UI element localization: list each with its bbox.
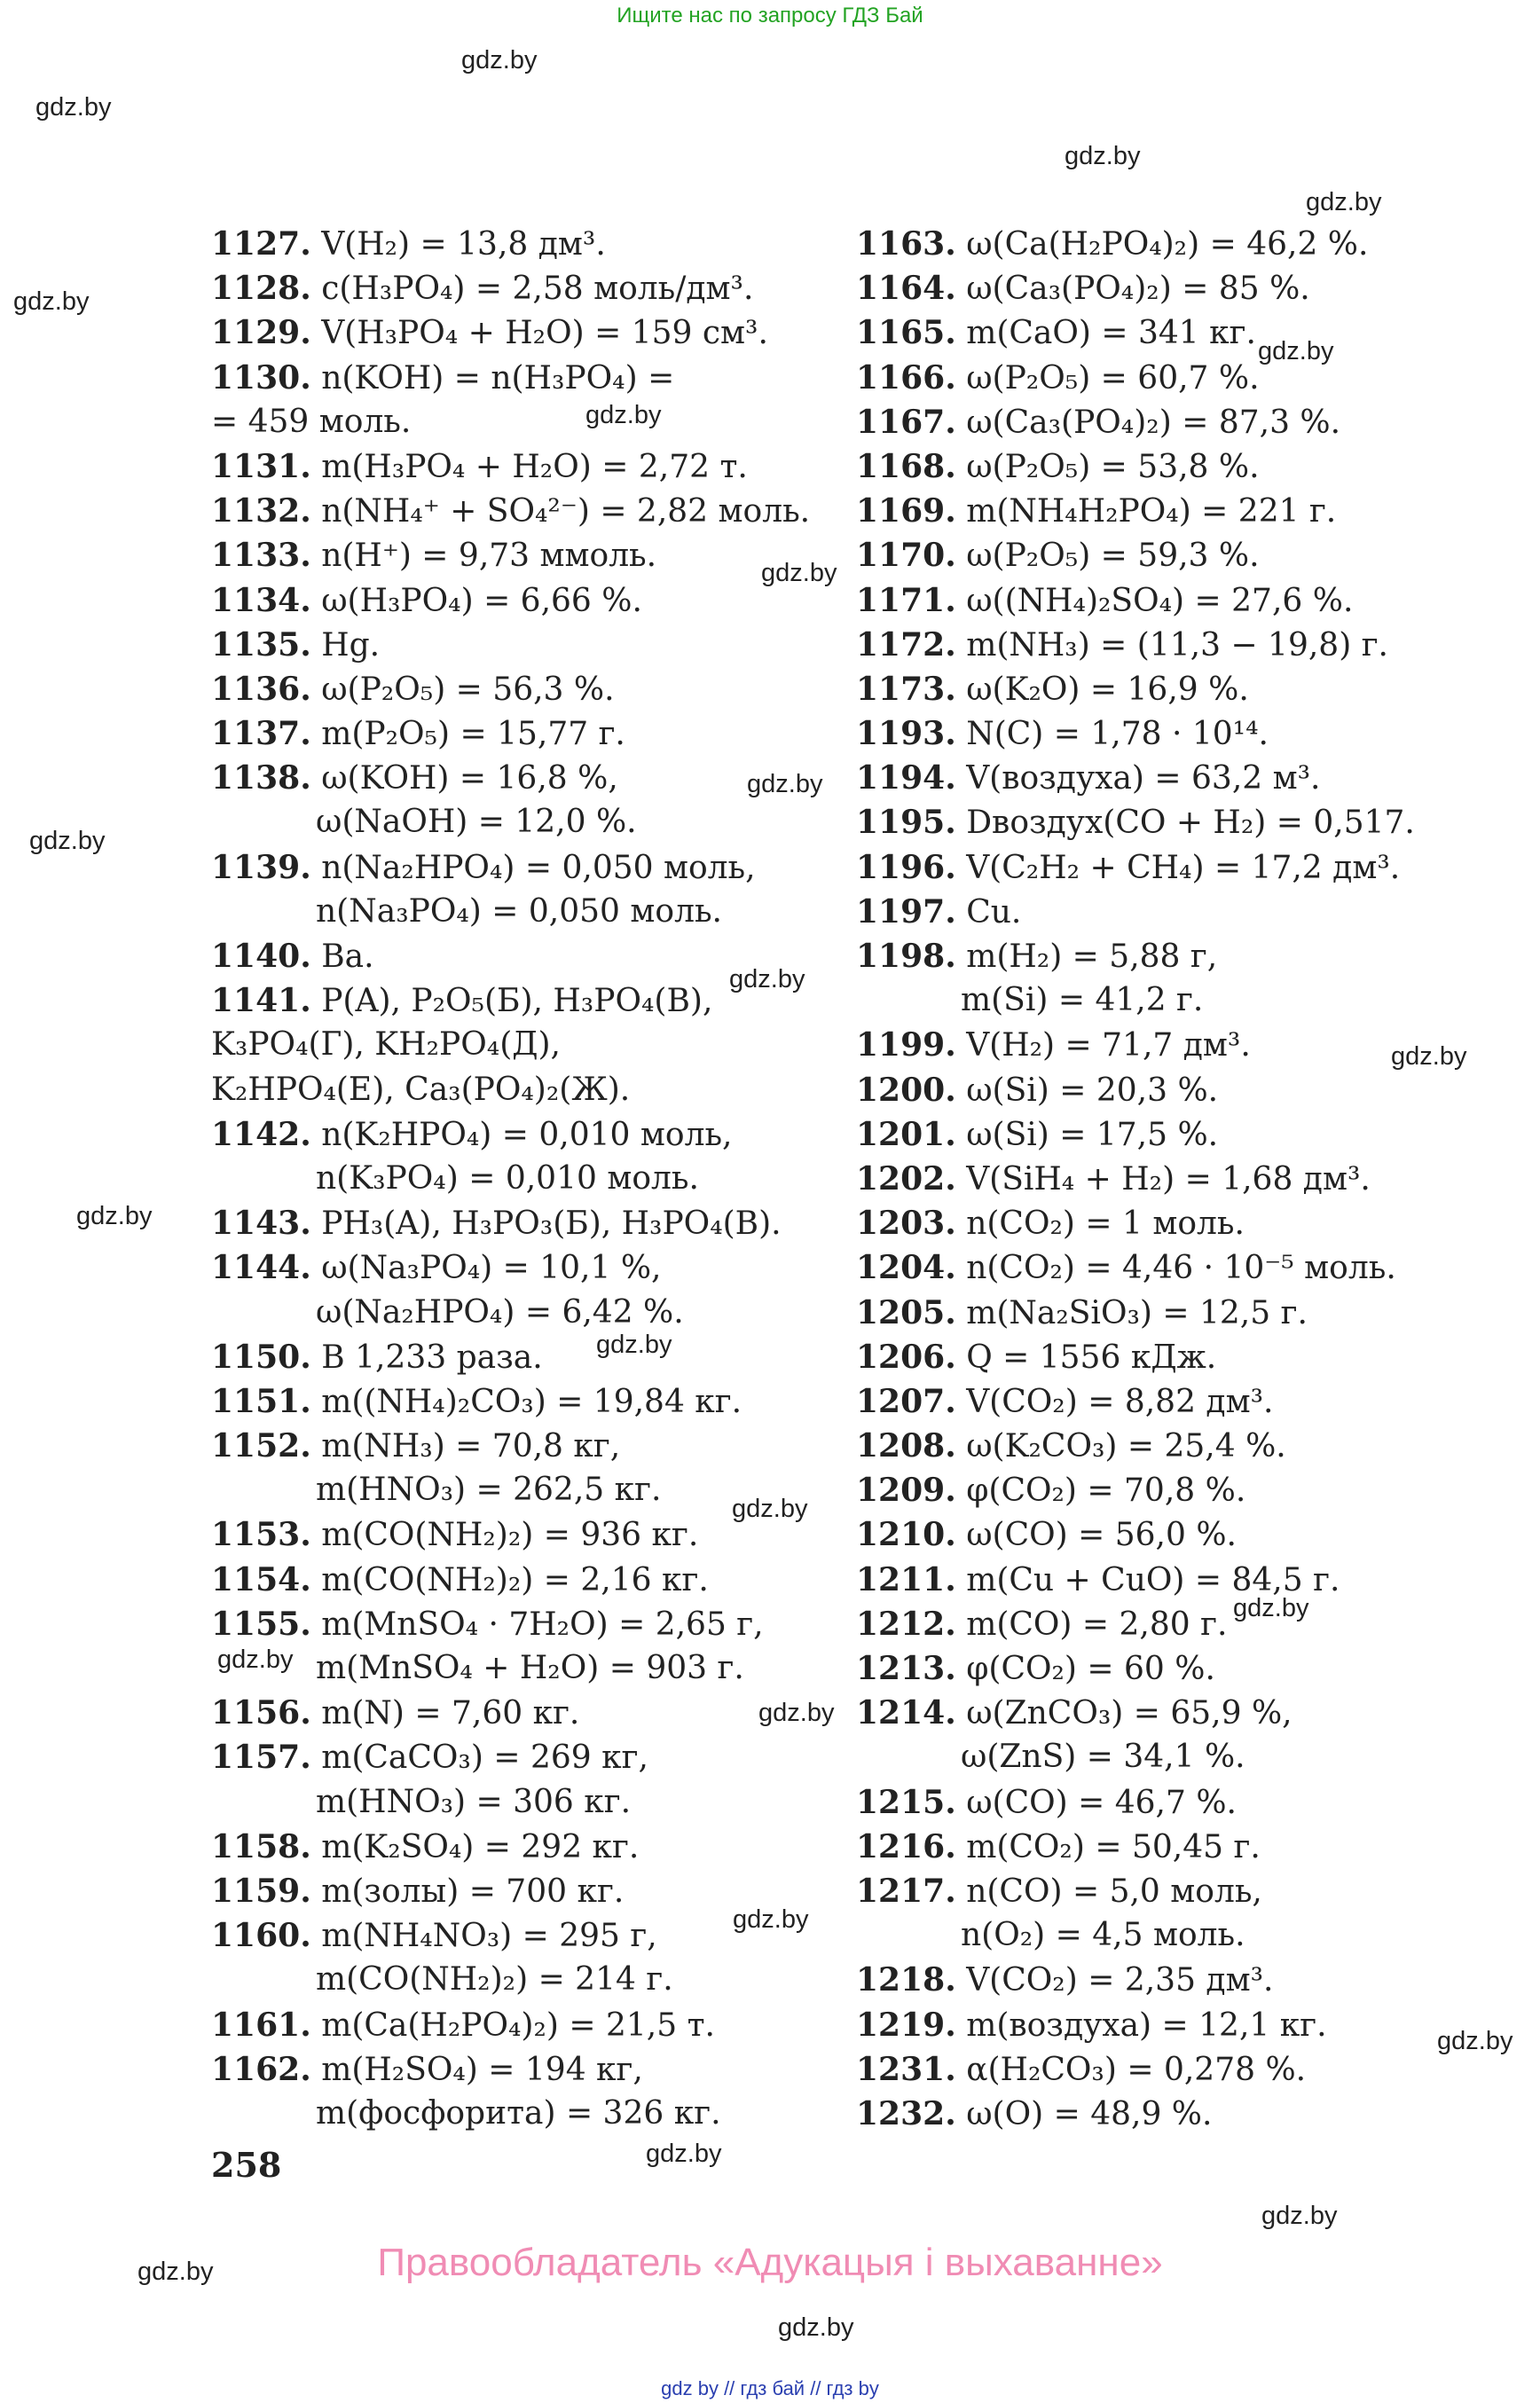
answer-line	[211, 2003, 885, 2047]
answer-line	[856, 1958, 1495, 2002]
answer-number: 1209.	[856, 1472, 956, 1510]
answer-text: n(H⁺) = 9,73 ммоль.	[321, 538, 657, 575]
answer-text: ω(Ca₃(PO₄)₂) = 85 %.	[966, 271, 1310, 308]
answer-line	[856, 1780, 1495, 1825]
answer-line	[211, 310, 885, 355]
answer-text: ω(Ca₃(PO₄)₂) = 87,3 %.	[966, 404, 1341, 441]
answer-line	[856, 978, 1495, 1023]
answer-text: m(NH₃) = 70,8 кг,	[321, 1428, 621, 1465]
answer-text: m(Cu + CuO) = 84,5 г.	[966, 1561, 1340, 1598]
watermark: gdz.by	[758, 1699, 835, 1727]
answer-line	[211, 222, 885, 266]
answer-number: 1197.	[856, 892, 956, 931]
answer-text: n(O₂) = 4,5 моль.	[961, 1917, 1245, 1954]
answer-line	[211, 1825, 885, 1869]
watermark: gdz.by	[646, 2140, 722, 2168]
answer-number: 1193.	[856, 715, 956, 753]
answer-line	[856, 1602, 1495, 1646]
answer-text: m(H₂SO₄) = 194 кг,	[321, 2051, 643, 2088]
answer-number: 1156.	[211, 1694, 311, 1732]
answer-line	[211, 1157, 885, 1201]
answer-number: 1164.	[856, 270, 956, 308]
answer-text: n(CO₂) = 4,46 · 10⁻⁵ моль.	[966, 1250, 1396, 1287]
answer-line	[856, 934, 1495, 978]
answer-line	[856, 310, 1495, 355]
answer-number: 1232.	[856, 2094, 956, 2132]
answer-line	[856, 1825, 1495, 1869]
answer-number: 1159.	[211, 1872, 311, 1910]
answer-text: ω(K₂O) = 16,9 %.	[966, 671, 1249, 708]
answer-number: 1166.	[856, 358, 956, 397]
answer-text: ω(ZnCO₃) = 65,9 %,	[966, 1695, 1292, 1732]
answer-number: 1130.	[211, 358, 311, 397]
answer-line	[211, 1424, 885, 1468]
answer-number: 1173.	[856, 670, 956, 708]
answer-text: m(NH₄NO₃) = 295 г,	[321, 1918, 657, 1955]
answer-number: 1196.	[856, 848, 956, 886]
answer-text: m(CaO) = 341 кг.	[966, 315, 1256, 352]
answer-line	[856, 1424, 1495, 1468]
answer-number: 1140.	[211, 938, 311, 975]
answer-number: 1151.	[211, 1382, 311, 1420]
answer-text: n(CO) = 5,0 моль,	[966, 1873, 1262, 1910]
answer-text: c(H₃PO₄) = 2,58 моль/дм³.	[321, 271, 754, 308]
answer-number: 1153.	[211, 1516, 311, 1554]
answer-number: 1218.	[856, 1961, 956, 1999]
answer-line	[211, 1646, 885, 1691]
answer-text: m((NH₄)₂CO₃) = 19,84 кг.	[321, 1383, 742, 1420]
watermark: gdz.by	[732, 1495, 808, 1523]
answer-text: n(K₃PO₄) = 0,010 моль.	[316, 1159, 699, 1197]
answer-number: 1133.	[211, 537, 311, 575]
watermark: gdz.by	[747, 770, 823, 798]
answer-text: m(HNO₃) = 306 кг.	[316, 1783, 632, 1820]
answer-number: 1200.	[856, 1071, 956, 1109]
answer-number: 1203.	[856, 1205, 956, 1243]
answer-text: n(CO₂) = 1 моль.	[966, 1205, 1245, 1243]
answer-number: 1150.	[211, 1338, 311, 1376]
watermark: gdz.by	[778, 2313, 854, 2342]
answer-line	[211, 1068, 885, 1112]
answer-text: Dвоздух(CO + H₂) = 0,517.	[966, 805, 1415, 842]
answer-number: 1215.	[856, 1783, 956, 1821]
answer-number: 1138.	[211, 759, 311, 797]
answer-text: ω((NH₄)₂SO₄) = 27,6 %.	[966, 582, 1354, 619]
answer-text: m(CO₂) = 50,45 г.	[966, 1828, 1261, 1865]
answer-number: 1144.	[211, 1249, 311, 1287]
answer-text: m(P₂O₅) = 15,77 г.	[321, 716, 625, 753]
answer-text: m(воздуха) = 12,1 кг.	[966, 2006, 1327, 2044]
answer-line	[856, 1112, 1495, 1157]
answer-text: Q = 1556 кДж.	[966, 1339, 1217, 1376]
answer-line	[211, 1023, 885, 1067]
answer-number: 1128.	[211, 270, 311, 308]
answer-text: V(H₂) = 13,8 дм³.	[321, 226, 606, 263]
answer-number: 1219.	[856, 2006, 956, 2044]
answer-text: ω(KOH) = 16,8 %,	[321, 760, 618, 797]
answer-text: V(SiH₄ + H₂) = 1,68 дм³.	[966, 1160, 1371, 1198]
answer-text: n(Na₂HPO₄) = 0,050 моль,	[321, 849, 756, 886]
answer-line	[211, 845, 885, 890]
answer-line	[856, 1335, 1495, 1379]
answer-text: ω(ZnS) = 34,1 %.	[961, 1739, 1245, 1776]
watermark: gdz.by	[138, 2258, 214, 2286]
answer-line	[211, 489, 885, 533]
answer-text: = 459 моль.	[211, 403, 412, 440]
answer-line	[211, 578, 885, 623]
watermark: gdz.by	[35, 93, 112, 122]
answer-text: ω(Na₂HPO₄) = 6,42 %.	[316, 1293, 684, 1331]
answer-text: ω(K₂CO₃) = 25,4 %.	[966, 1428, 1286, 1465]
answer-text: ω(Na₃PO₄) = 10,1 %,	[321, 1250, 662, 1287]
answer-line	[211, 1201, 885, 1245]
answer-text: ω(Si) = 20,3 %.	[966, 1072, 1219, 1109]
answer-text: PH₃(A), H₃PO₃(Б), H₃PO₄(В).	[321, 1205, 782, 1243]
answer-number: 1217.	[856, 1872, 956, 1910]
answer-text: Ba.	[321, 938, 374, 975]
answer-line	[211, 1735, 885, 1779]
answer-line	[211, 533, 885, 577]
answer-number: 1143.	[211, 1205, 311, 1243]
answer-line	[211, 1112, 885, 1157]
answer-line	[856, 2003, 1495, 2047]
watermark: gdz.by	[13, 287, 90, 316]
answer-line	[211, 1291, 885, 1335]
answer-line	[211, 711, 885, 756]
page-number: 258	[211, 2145, 282, 2185]
answer-text: m(CaCO₃) = 269 кг,	[321, 1739, 648, 1777]
answer-number: 1167.	[856, 403, 956, 441]
answer-text: m(фосфорита) = 326 кг.	[316, 2094, 721, 2132]
answer-number: 1201.	[856, 1115, 956, 1153]
answer-line	[211, 400, 885, 444]
answer-line	[856, 1869, 1495, 1913]
answer-line	[856, 2047, 1495, 2092]
copyright-notice: Правообладатель «Адукацыя і выхаванне»	[377, 2241, 1163, 2284]
answer-text: Cu.	[966, 893, 1022, 931]
watermark: gdz.by	[585, 401, 662, 429]
answer-line	[211, 444, 885, 489]
answer-text: ω(CO) = 46,7 %.	[966, 1784, 1237, 1821]
answer-text: φ(CO₂) = 70,8 %.	[966, 1472, 1246, 1510]
answer-number: 1136.	[211, 670, 311, 708]
answer-text: n(K₂HPO₄) = 0,010 моль,	[321, 1116, 733, 1153]
answer-line	[856, 845, 1495, 890]
answer-number: 1168.	[856, 447, 956, 485]
answer-line	[211, 1468, 885, 1512]
answer-text: n(Na₃PO₄) = 0,050 моль.	[316, 892, 722, 930]
answer-number: 1202.	[856, 1159, 956, 1198]
answer-number: 1163.	[856, 225, 956, 263]
answer-line	[856, 1023, 1495, 1067]
answer-number: 1152.	[211, 1427, 311, 1465]
answer-number: 1194.	[856, 759, 956, 797]
answer-text: m(H₂) = 5,88 г,	[966, 938, 1218, 975]
answer-text: V(CO₂) = 8,82 дм³.	[966, 1383, 1274, 1420]
answer-line	[856, 1379, 1495, 1424]
answer-line	[856, 1291, 1495, 1335]
watermark: gdz.by	[76, 1202, 153, 1230]
answer-line	[211, 2047, 885, 2092]
answer-text: m(N) = 7,60 кг.	[321, 1695, 580, 1732]
answer-text: m(NH₃) = (11,3 − 19,8) г.	[966, 626, 1388, 664]
answer-text: ω(Si) = 17,5 %.	[966, 1116, 1219, 1153]
answer-number: 1158.	[211, 1827, 311, 1865]
answer-number: 1134.	[211, 581, 311, 619]
answer-text: K₃PO₄(Г), KH₂PO₄(Д),	[211, 1026, 561, 1064]
answer-text: В 1,233 раза.	[321, 1339, 543, 1376]
answer-text: m(Si) = 41,2 г.	[961, 982, 1204, 1019]
answer-text: ω(P₂O₅) = 56,3 %.	[321, 671, 615, 708]
answer-number: 1161.	[211, 2006, 311, 2044]
answer-line	[856, 1068, 1495, 1112]
answer-line	[211, 800, 885, 844]
answer-line	[856, 578, 1495, 623]
answer-line	[856, 1512, 1495, 1557]
answer-line	[856, 800, 1495, 844]
answer-text: ω(NaOH) = 12,0 %.	[316, 804, 637, 841]
answer-number: 1157.	[211, 1739, 311, 1777]
answer-text: ω(Ca(H₂PO₄)₂) = 46,2 %.	[966, 226, 1369, 263]
answer-text: m(NH₄H₂PO₄) = 221 г.	[966, 493, 1337, 530]
answer-line	[856, 2092, 1495, 2136]
answer-line	[856, 266, 1495, 310]
answer-text: m(H₃PO₄ + H₂O) = 2,72 т.	[321, 448, 748, 485]
answer-text: ω(O) = 48,9 %.	[966, 2095, 1213, 2132]
answer-number: 1131.	[211, 447, 311, 485]
answer-line	[856, 1646, 1495, 1691]
answer-number: 1129.	[211, 314, 311, 352]
answer-number: 1171.	[856, 581, 956, 619]
answer-line	[211, 356, 885, 400]
answer-text: m(Ca(H₂PO₄)₂) = 21,5 т.	[321, 2006, 715, 2044]
answer-line	[211, 1558, 885, 1602]
answer-number: 1155.	[211, 1605, 311, 1643]
answer-text: ω(P₂O₅) = 59,3 %.	[966, 538, 1260, 575]
answer-text: n(KOH) = n(H₃PO₄) =	[321, 359, 675, 397]
answer-number: 1139.	[211, 848, 311, 886]
answer-line	[211, 2092, 885, 2136]
answer-line	[856, 1201, 1495, 1245]
watermark: gdz.by	[1261, 2202, 1338, 2230]
answer-line	[856, 444, 1495, 489]
answer-line	[856, 623, 1495, 667]
answer-line	[211, 1602, 885, 1646]
answer-number: 1206.	[856, 1338, 956, 1376]
answer-line	[856, 1691, 1495, 1735]
answer-line	[211, 934, 885, 978]
answer-line	[856, 1157, 1495, 1201]
answer-text: m(золы) = 700 кг.	[321, 1873, 625, 1910]
answer-line	[856, 356, 1495, 400]
answer-line	[856, 1245, 1495, 1290]
answer-text: m(HNO₃) = 262,5 кг.	[316, 1472, 662, 1509]
answer-number: 1207.	[856, 1382, 956, 1420]
answers-left-column	[211, 222, 885, 2136]
answer-line	[211, 978, 885, 1023]
answer-number: 1210.	[856, 1516, 956, 1554]
answer-text: φ(CO₂) = 60 %.	[966, 1651, 1215, 1687]
answer-line	[211, 1512, 885, 1557]
watermark: gdz.by	[461, 46, 538, 75]
answer-line	[211, 1335, 885, 1379]
answer-line	[211, 1245, 885, 1290]
watermark: gdz.by	[733, 1905, 809, 1934]
answer-line	[856, 1468, 1495, 1512]
answer-text: α(H₂CO₃) = 0,278 %.	[966, 2051, 1307, 2088]
answer-text: N(C) = 1,78 · 10¹⁴.	[966, 716, 1269, 753]
answer-text: P(A), P₂O₅(Б), H₃PO₄(В),	[321, 983, 713, 1020]
answer-number: 1231.	[856, 2050, 956, 2088]
answer-number: 1198.	[856, 938, 956, 975]
answer-number: 1172.	[856, 625, 956, 664]
answer-line	[211, 623, 885, 667]
answer-text: m(CO(NH₂)₂) = 2,16 кг.	[321, 1561, 709, 1598]
answer-line	[211, 1958, 885, 2002]
answer-line	[211, 890, 885, 934]
answer-text: m(K₂SO₄) = 292 кг.	[321, 1828, 640, 1865]
answer-number: 1132.	[211, 492, 311, 530]
answer-number: 1195.	[856, 804, 956, 842]
answer-line	[211, 1780, 885, 1825]
answer-line	[211, 667, 885, 711]
answer-text: m(CO(NH₂)₂) = 214 г.	[316, 1961, 673, 1999]
answer-line	[856, 1558, 1495, 1602]
answer-number: 1214.	[856, 1694, 956, 1732]
answer-text: ω(H₃PO₄) = 6,66 %.	[321, 582, 642, 619]
answer-number: 1199.	[856, 1026, 956, 1064]
answer-line	[211, 1869, 885, 1913]
answer-number: 1135.	[211, 625, 311, 664]
watermark: gdz.by	[1233, 1594, 1309, 1622]
answer-line	[856, 756, 1495, 800]
watermark: gdz.by	[596, 1331, 672, 1359]
answer-line	[211, 1691, 885, 1735]
answer-number: 1162.	[211, 2050, 311, 2088]
watermark: gdz.by	[729, 965, 805, 993]
answer-text: ω(P₂O₅) = 53,8 %.	[966, 448, 1260, 485]
answer-number: 1205.	[856, 1293, 956, 1331]
answer-line	[856, 711, 1495, 756]
answer-line	[856, 890, 1495, 934]
answer-line	[211, 266, 885, 310]
answer-number: 1137.	[211, 715, 311, 753]
answer-line	[211, 756, 885, 800]
footer-links[interactable]: gdz by // гдз бай // гдз by	[661, 2377, 879, 2399]
answer-line	[856, 1913, 1495, 1958]
answer-text: m(MnSO₄ · 7H₂O) = 2,65 г,	[321, 1606, 764, 1643]
answer-text: ω(CO) = 56,0 %.	[966, 1517, 1237, 1554]
answer-text: K₂HPO₄(Е), Ca₃(PO₄)₂(Ж).	[211, 1071, 631, 1108]
answer-number: 1170.	[856, 537, 956, 575]
answer-line	[211, 1913, 885, 1958]
answer-text: V(H₂) = 71,7 дм³.	[966, 1027, 1251, 1064]
answer-text: Hg.	[321, 626, 381, 664]
answer-text: V(CO₂) = 2,35 дм³.	[966, 1962, 1274, 1999]
answer-text: V(C₂H₂ + CH₄) = 17,2 дм³.	[966, 849, 1401, 886]
answer-line	[211, 1379, 885, 1424]
answers-right-column	[856, 222, 1495, 2136]
answer-text: m(Na₂SiO₃) = 12,5 г.	[966, 1294, 1308, 1331]
answer-text: m(CO) = 2,80 г.	[966, 1606, 1228, 1643]
answer-number: 1212.	[856, 1605, 956, 1643]
answer-text: m(CO(NH₂)₂) = 936 кг.	[321, 1517, 699, 1554]
watermark: gdz.by	[1258, 337, 1334, 365]
answer-text: ω(P₂O₅) = 60,7 %.	[966, 359, 1260, 397]
answer-number: 1169.	[856, 492, 956, 530]
answer-line	[856, 222, 1495, 266]
answer-text: n(NH₄⁺ + SO₄²⁻) = 2,82 моль.	[321, 493, 811, 530]
watermark: gdz.by	[1437, 2027, 1513, 2055]
answer-number: 1127.	[211, 225, 311, 263]
answer-text: V(H₃PO₄ + H₂O) = 159 см³.	[321, 315, 768, 352]
watermark: gdz.by	[1065, 142, 1141, 170]
answer-number: 1213.	[856, 1650, 956, 1687]
answer-number: 1142.	[211, 1115, 311, 1153]
answer-line	[856, 400, 1495, 444]
watermark: gdz.by	[217, 1645, 294, 1674]
answer-number: 1154.	[211, 1560, 311, 1598]
answer-number: 1216.	[856, 1827, 956, 1865]
answer-number: 1141.	[211, 982, 311, 1020]
answer-number: 1211.	[856, 1560, 956, 1598]
watermark: gdz.by	[1391, 1042, 1467, 1071]
answer-text: m(MnSO₄ + H₂O) = 903 г.	[316, 1650, 744, 1686]
watermark: gdz.by	[29, 827, 106, 855]
answer-line	[856, 533, 1495, 577]
answer-number: 1208.	[856, 1427, 956, 1465]
answer-text: V(воздуха) = 63,2 м³.	[966, 760, 1321, 797]
watermark: gdz.by	[1306, 188, 1382, 216]
answer-number: 1165.	[856, 314, 956, 352]
answer-line	[856, 667, 1495, 711]
top-banner[interactable]: Ищите нас по запросу ГДЗ Бай	[617, 4, 923, 27]
watermark: gdz.by	[761, 559, 837, 587]
answer-line	[856, 1735, 1495, 1779]
answer-number: 1160.	[211, 1917, 311, 1955]
answer-number: 1204.	[856, 1249, 956, 1287]
answer-line	[856, 489, 1495, 533]
